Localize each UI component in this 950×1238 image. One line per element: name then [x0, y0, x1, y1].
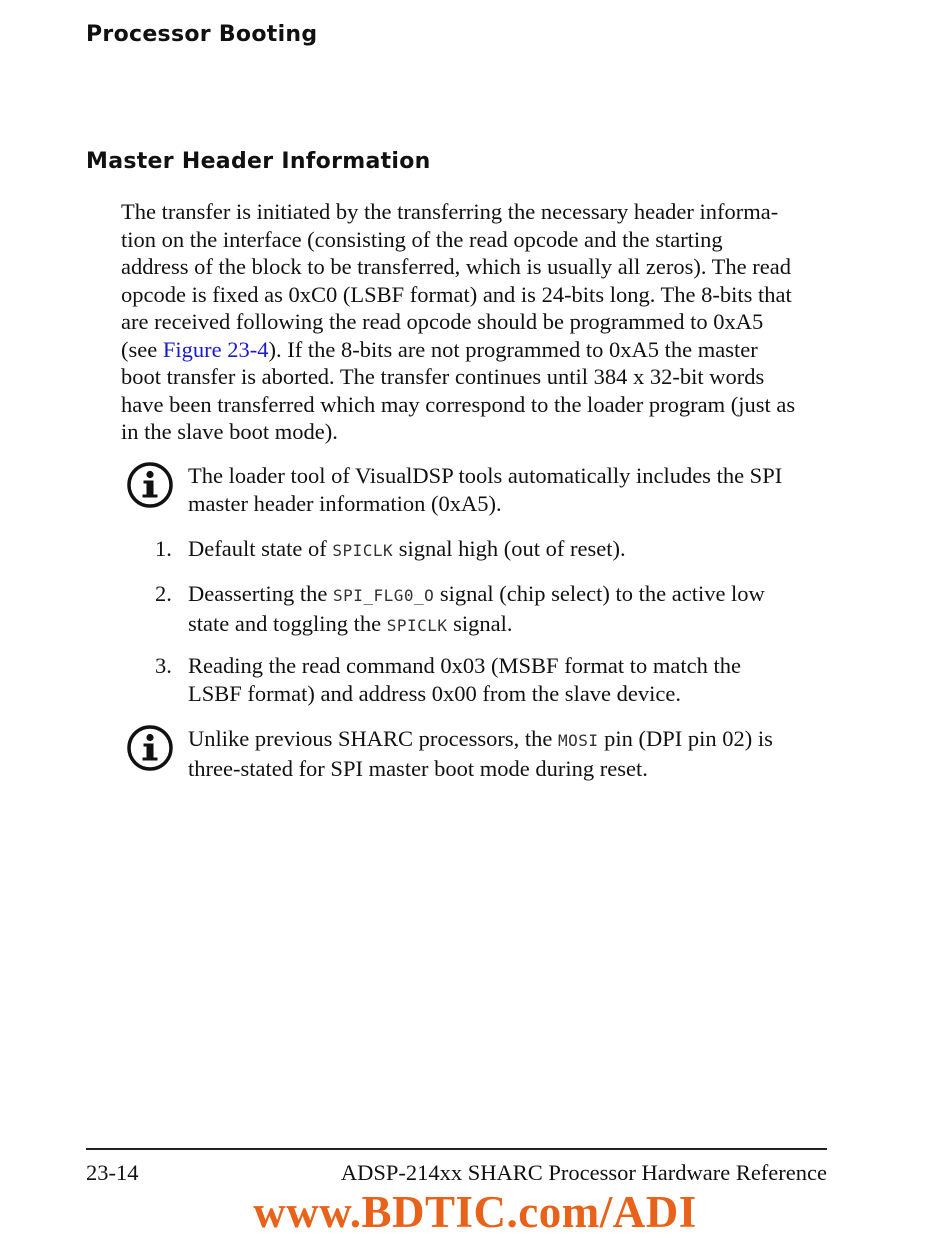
- step-line: LSBF format) and address 0x00 from the slave device.: [188, 680, 682, 706]
- figure-link[interactable]: Figure 23-4: [162, 336, 269, 362]
- code-signal: SPI_FLG0_O: [332, 586, 435, 605]
- step-item: [188, 580, 828, 639]
- step-text: state and toggling the: [188, 610, 387, 636]
- paragraph-line: are received following the read opcode should be programmed to 0xA5: [121, 309, 764, 334]
- paragraph-text: ). If the 8-bits are not programmed to 0xA5 the master: [268, 336, 758, 362]
- paragraph-line: have been transferred which may correspond to the loader program (just as: [121, 391, 796, 417]
- step-line: Reading the read command 0x03 (MSBF format to match the: [188, 653, 742, 678]
- page-number: 23-14: [86, 1160, 139, 1185]
- step-number: 1.: [155, 536, 172, 561]
- paragraph-line: in the slave boot mode).: [121, 419, 338, 444]
- step-text: Default state of: [188, 536, 333, 561]
- note-mosi-pin: [188, 725, 828, 782]
- note-loader-tool: [188, 462, 828, 517]
- step-number: 3.: [155, 653, 172, 678]
- step-line: [188, 610, 828, 640]
- code-signal: SPICLK: [386, 615, 448, 635]
- book-title: ADSP-214xx SHARC Processor Hardware Reference: [340, 1160, 827, 1185]
- note-line: three-stated for SPI master boot mode during reset.: [188, 755, 648, 781]
- paragraph-line: tion on the interface (consisting of the read opcode and the starting: [121, 226, 723, 252]
- step-text: signal (chip select) to the active low: [434, 581, 765, 606]
- note-line: The loader tool of VisualDSP tools automatically includes the SPI: [188, 463, 783, 488]
- watermark-url: www.BDTIC.com/ADI: [253, 1187, 697, 1237]
- info-icon: [126, 724, 174, 772]
- paragraph-line: opcode is fixed as 0xC0 (LSBF format) and is 24-bits long. The 8-bits that: [121, 281, 792, 307]
- code-signal: MOSI: [557, 731, 599, 750]
- step-text: Deasserting the: [188, 581, 333, 606]
- paragraph-line: address of the block to be transferred, which is usually all zeros). The read: [121, 254, 791, 279]
- footer-rule: [86, 1148, 827, 1150]
- code-signal: SPICLK: [332, 541, 394, 560]
- step-line: [188, 535, 828, 565]
- step-text: signal.: [447, 610, 513, 636]
- paragraph-line: boot transfer is aborted. The transfer continues until 384 x 32-bit words: [121, 364, 765, 389]
- note-text: Unlike previous SHARC processors, the: [188, 726, 558, 751]
- step-number: 2.: [155, 581, 172, 606]
- section-title: Master Header Information: [86, 149, 431, 174]
- step-text: signal high (out of reset).: [393, 536, 626, 561]
- info-icon: [126, 461, 174, 509]
- paragraph-line: The transfer is initiated by the transferring the necessary header informa-: [121, 199, 779, 224]
- paragraph-text: (see: [121, 336, 163, 362]
- step-line: [188, 580, 828, 610]
- note-text: pin (DPI pin 02) is: [598, 726, 773, 751]
- note-line: [188, 725, 828, 755]
- step-item: [188, 652, 828, 707]
- paragraph-line: [121, 336, 827, 364]
- body-paragraph: [121, 198, 827, 446]
- step-item: [188, 535, 828, 565]
- note-line: master header information (0xA5).: [188, 490, 502, 516]
- running-head: Processor Booting: [86, 22, 318, 47]
